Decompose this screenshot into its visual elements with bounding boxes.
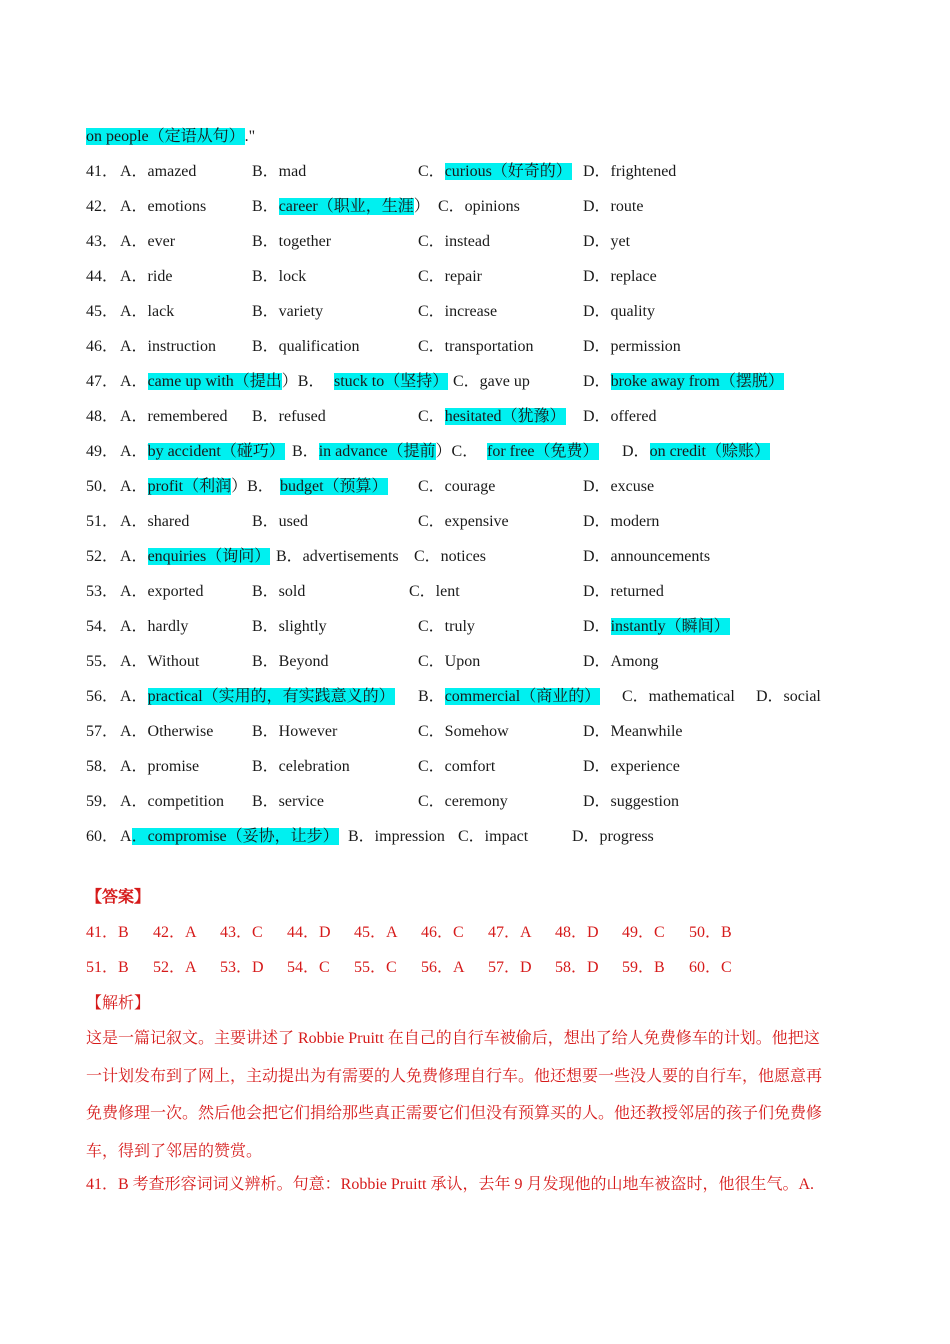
highlighted-answer: for free（免费） [487,443,599,460]
highlighted-answer: profit（利润 [147,478,232,495]
answer-item: 58．D [555,959,599,976]
option-c: C．Upon [418,653,481,670]
option-b: B．career（职业，生涯） [252,198,430,215]
question-number: 48． [86,408,119,425]
highlighted-answer: by accident（碰巧） [147,443,285,460]
option-a: A．shared [120,513,190,530]
question-number: 45． [86,303,119,320]
option-a: A．compromise（妥协，让步） [120,828,339,845]
question-number: 52． [86,548,119,565]
highlighted-answer: budget（预算） [280,478,388,495]
option-b: B．refused [252,408,326,425]
answer-item: 50．B [689,924,732,941]
option-d: D．on credit（赊账） [622,443,770,460]
answer-item: 56．A [421,959,465,976]
answer-item: 57．D [488,959,532,976]
option-b: B．variety [252,303,324,320]
option-b [334,371,448,393]
analysis-paragraph [86,1020,862,1170]
option-b: B．impression [348,828,445,845]
highlighted-answer: on credit（赊账） [649,443,770,460]
option-b: B．sold [252,583,306,600]
option-c: C．increase [418,303,498,320]
highlighted-answer: commercial（商业的） [444,688,601,705]
option-d: D．yet [583,233,631,250]
option-c: C．courage [418,478,496,495]
option-d: D．progress [572,828,654,845]
option-a: A．emotions [120,198,207,215]
highlighted-answer: in advance（提前 [318,443,436,460]
option-b: B．celebration [252,758,350,775]
answer-item: 54．C [287,959,330,976]
option-d: D．permission [583,338,681,355]
option-c: C．repair [418,268,482,285]
highlighted-answer: came up with（提出 [147,373,282,390]
option-a: A．hardly [120,618,189,635]
answer-item: 44．D [287,924,331,941]
option-d: D．suggestion [583,793,680,810]
option-b: B．Beyond [252,653,329,670]
answer-item: 46．C [421,924,464,941]
option-c: C．transportation [418,338,534,355]
option-a: A．lack [120,303,175,320]
question-number: 56． [86,688,119,705]
question-number: 60． [86,828,119,845]
highlighted-answer: broke away from（摆脱） [610,373,784,390]
option-c: C．instead [418,233,490,250]
option-b [280,476,388,498]
option-c: C．notices [414,548,486,565]
option-d: D．modern [583,513,660,530]
analysis-line: 这是一篇记叙文。主要讲述了 Robbie Pruitt 在自己的自行车被偷后，想出了给人免费修车的计划。他把这 [86,1030,820,1047]
option-a: A．by accident（碰巧） [120,443,285,460]
option-c: C．impact [458,828,529,845]
option-b: B．commercial（商业的） [418,688,601,705]
answer-item: 52．A [153,959,197,976]
option-c [487,441,599,463]
question-number: 41． [86,163,119,180]
answer-item: 49．C [622,924,665,941]
analysis-heading: 【解析】 [86,995,151,1012]
answer-item: 42．A [153,924,197,941]
intro-line [86,126,255,148]
analysis-line: 免费修理一次。然后他会把它们捐给那些真正需要它们但没有预算买的人。他还教授邻居的孩子们免费修 [86,1105,823,1122]
option-a: A．amazed [120,163,197,180]
option-c: C．hesitated（犹豫） [418,408,566,425]
option-d: D．excuse [583,478,655,495]
option-b: B．in advance（提前）C． [292,443,479,460]
option-b: B．service [252,793,324,810]
option-c: C．curious（好奇的） [418,163,572,180]
option-c: C．Somehow [418,723,509,740]
highlighted-answer: practical（实用的，有实践意义的） [147,688,395,705]
option-a: A．remembered [120,408,228,425]
highlighted-answer: hesitated（犹豫） [444,408,566,425]
option-d: D．instantly（瞬间） [583,618,730,635]
question-number: 59． [86,793,119,810]
highlighted-answer: ．compromise（妥协，让步） [131,828,339,845]
question-number: 58． [86,758,119,775]
highlighted-answer: instantly（瞬间） [610,618,730,635]
highlighted-answer: curious（好奇的） [444,163,572,180]
option-d: D．Among [583,653,659,670]
option-a: A．Without [120,653,200,670]
question-number: 43． [86,233,119,250]
answer-item: 53．D [220,959,264,976]
option-b: B．However [252,723,338,740]
question-number: 50． [86,478,119,495]
option-a: A．enquiries（询问） [120,548,271,565]
option-c: C．lent [409,583,460,600]
option-d: D．quality [583,303,655,320]
option-d: D．replace [583,268,657,285]
answer-item: 43．C [220,924,263,941]
option-a: A．came up with（提出）B． [120,373,325,390]
option-d: D．announcements [583,548,711,565]
option-d: D．experience [583,758,680,775]
option-b: B．advertisements [276,548,399,565]
answer-item: 51．B [86,959,129,976]
option-b: B．lock [252,268,307,285]
question-number: 42． [86,198,119,215]
option-b: B．mad [252,163,307,180]
question-number: 57． [86,723,119,740]
question-number: 47． [86,373,119,390]
answer-item: 47．A [488,924,532,941]
option-d: D．Meanwhile [583,723,683,740]
analysis-line: 车，得到了邻居的赞赏。 [86,1142,263,1160]
option-c: C．comfort [418,758,496,775]
explanation-41: 41．B 考查形容词词义辨析。句意：Robbie Pruitt 承认，去年 9 月发现他的山地车被盗时，他很生气。A. [86,1176,815,1193]
option-a: A．practical（实用的，有实践意义的） [120,688,395,705]
highlighted-phrase: on people（定语从句） [86,128,245,145]
answer-item: 48．D [555,924,599,941]
option-b: B．used [252,513,309,530]
option-c: C．ceremony [418,793,508,810]
option-d: D．frightened [583,163,677,180]
option-c: C．opinions [438,198,520,215]
answer-item: 59．B [622,959,665,976]
option-c: C．expensive [418,513,509,530]
highlighted-answer: enquiries（询问） [147,548,271,565]
answer-item: 55．C [354,959,397,976]
answer-item: 45．A [354,924,398,941]
option-a: A．Otherwise [120,723,214,740]
option-c: C．gave up [453,373,530,390]
highlighted-answer: career（职业，生涯 [278,198,414,215]
option-d: D．offered [583,408,657,425]
option-d: D．social [756,688,821,705]
option-b: B．qualification [252,338,360,355]
option-d: D．route [583,198,644,215]
analysis-line: 一计划发布到了网上，主动提出为有需要的人免费修理自行车。他还想要一些没人要的自行车，他愿意再 [86,1067,823,1085]
answer-item: 41．B [86,924,129,941]
question-number: 54． [86,618,119,635]
option-a: A．exported [120,583,204,600]
option-a: A．instruction [120,338,216,355]
highlighted-answer: stuck to（坚持） [334,373,449,390]
answer-item: 60．C [689,959,732,976]
option-d: D．broke away from（摆脱） [583,373,784,390]
question-number: 53． [86,583,119,600]
question-number: 44． [86,268,119,285]
option-a: A．competition [120,793,224,810]
option-b: B．together [252,233,332,250]
question-number: 46． [86,338,119,355]
option-a: A．ride [120,268,173,285]
option-c: C．truly [418,618,475,635]
option-c: C．mathematical [622,688,735,705]
option-a: A．ever [120,233,176,250]
question-number: 49． [86,443,119,460]
option-b: B．slightly [252,618,327,635]
answer-heading: 【答案】 [86,889,151,906]
option-a: A．profit（利润）B． [120,478,274,495]
option-d: D．returned [583,583,664,600]
intro-suffix: ." [244,128,256,145]
question-number: 51． [86,513,119,530]
question-number: 55． [86,653,119,670]
option-a: A．promise [120,758,200,775]
